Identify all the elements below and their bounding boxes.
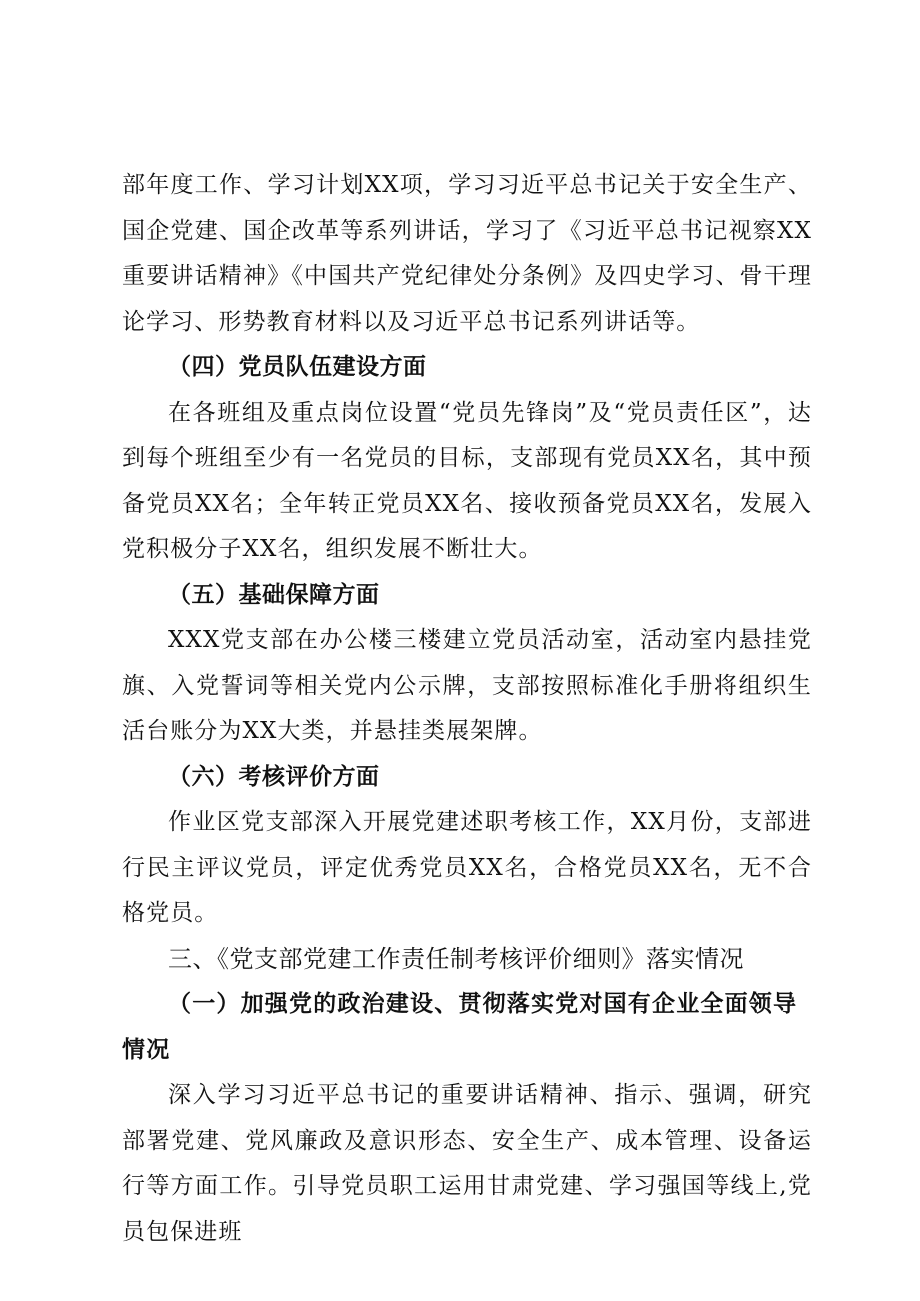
paragraph-political-construction: 深入学习习近平总书记的重要讲话精神、指示、强调，研究部署党建、党风廉政及意识形态、安全生产、成本管理、设备运行等方面工作。引导党员职工运用甘肃党建、学习强国等线上,党员包保进班 bbox=[122, 1082, 812, 1245]
paragraph-basic-support: XXX党支部在办公楼三楼建立党员活动室，活动室内悬挂党旗、入党誓词等相关党内公示牌，支部按照标准化手册将组织生活台账分为XX大类，并悬挂类展架牌。 bbox=[122, 627, 812, 744]
paragraph-party-member-team: 在各班组及重点岗位设置“党员先锋岗”及“党员责任区”，达到每个班组至少有一名党员的目标，支部现有党员XX名，其中预备党员XX名；全年转正党员XX名、接收预备党员XX名，发展入党积极分子XX名，组织发展不断壮大。 bbox=[122, 399, 812, 562]
heading-basic-support: （五）基础保障方面 bbox=[168, 581, 380, 608]
document-body bbox=[122, 163, 812, 1255]
heading-assessment: （六）考核评价方面 bbox=[168, 763, 380, 790]
paragraph-study-plan: 部年度工作、学习计划XX项，学习习近平总书记关于安全生产、国企党建、国企改革等系列讲话，学习了《习近平总书记视察XX重要讲话精神》《中国共产党纪律处分条例》及四史学习、骨干理论学习、形势教育材料以及习近平总书记系列讲话等。 bbox=[122, 172, 812, 335]
paragraph-assessment: 作业区党支部深入开展党建述职考核工作，XX月份，支部进行民主评议党员，评定优秀党员XX名，合格党员XX名，无不合格党员。 bbox=[122, 809, 812, 926]
heading-political-construction: （一）加强党的政治建设、贯彻落实党对国有企业全面领导情况 bbox=[122, 991, 798, 1063]
section-title-implementation: 三、《党支部党建工作责任制考核评价细则》落实情况 bbox=[168, 944, 744, 973]
heading-party-member-team: （四）党员队伍建设方面 bbox=[168, 354, 427, 380]
